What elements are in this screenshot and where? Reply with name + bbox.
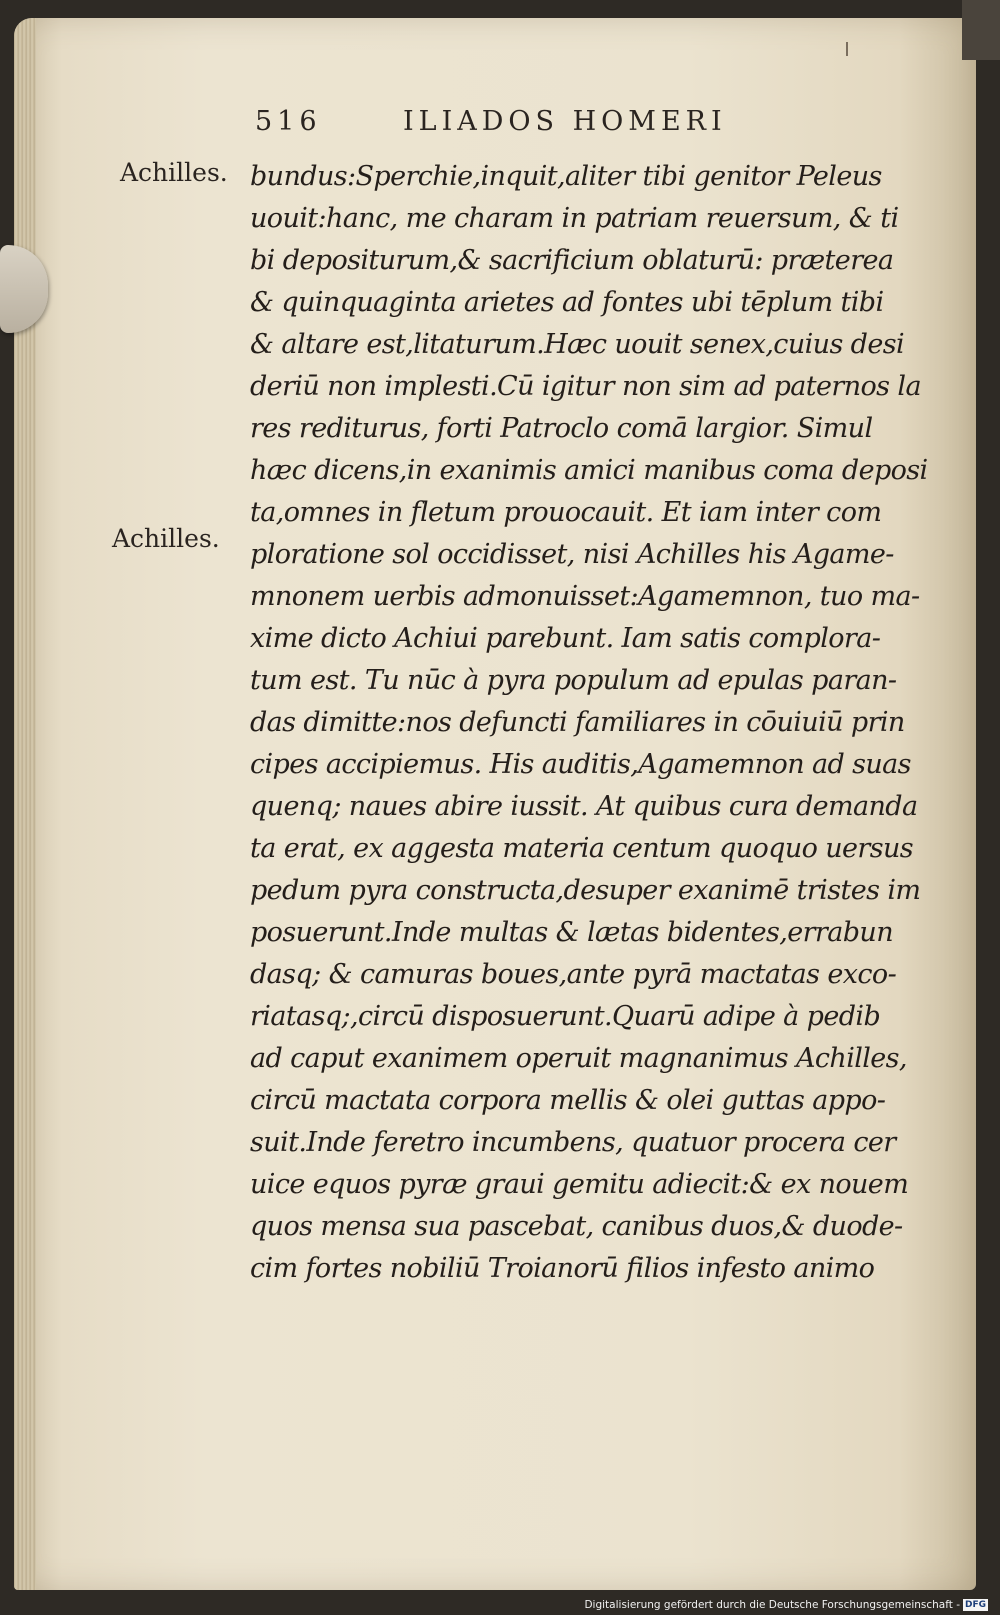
- margin-note: Achilles.: [112, 524, 220, 553]
- page-number: 516: [255, 106, 322, 137]
- text-line: bi depositurum,& sacrificium oblaturū: præterea: [250, 245, 894, 276]
- running-header: [255, 106, 855, 146]
- text-line: riatasq;,circū disposuerunt.Quarū adipe à pedib: [250, 1001, 881, 1032]
- text-line: ad caput exanimem operuit magnanimus Achilles,: [250, 1043, 907, 1074]
- text-line: mnonem uerbis admonuisset:Agamemnon, tuo ma-: [250, 581, 920, 612]
- text-line: uice equos pyræ graui gemitu adiecit:& ex nouem: [250, 1169, 909, 1200]
- text-line: ploratione sol occidisset, nisi Achilles his Agame-: [250, 539, 894, 570]
- running-title: ILIADOS HOMERI: [403, 106, 727, 137]
- text-line: & altare est,litaturum.Hæc uouit senex,cuius desi: [250, 329, 905, 360]
- text-line: quenq; naues abire iussit. At quibus cura demanda: [250, 791, 918, 822]
- text-line: & quinquaginta arietes ad fontes ubi tēplum tibi: [250, 287, 884, 318]
- body-text: [250, 156, 928, 1290]
- margin-note: Achilles.: [120, 158, 228, 187]
- text-line: uouit:hanc, me charam in patriam reuersum, & ti: [250, 203, 899, 234]
- text-line: xime dicto Achiui parebunt. Iam satis complora-: [250, 623, 881, 654]
- text-line: circū mactata corpora mellis & olei guttas appo-: [250, 1085, 886, 1116]
- text-line: tum est. Tu nūc à pyra populum ad epulas paran-: [250, 665, 897, 696]
- text-line: deriū non implesti.Cū igitur non sim ad paternos la: [250, 371, 921, 402]
- text-line: ta erat, ex aggesta materia centum quoquo uersus: [250, 833, 914, 864]
- text-line: bundus:Sperchie,inquit,aliter tibi genitor Peleus: [250, 161, 882, 192]
- text-line: cim fortes nobiliū Troianorū filios infesto animo: [250, 1253, 875, 1284]
- text-line: cipes accipiemus. His auditis,Agamemnon ad suas: [250, 749, 911, 780]
- page-mark: [846, 42, 848, 56]
- text-line: pedum pyra constructa,desuper exanimē tristes im: [250, 875, 921, 906]
- text-line: das dimitte:nos defuncti familiares in cōuiuiū prin: [250, 707, 905, 738]
- text-line: suit.Inde feretro incumbens, quatuor procera cer: [250, 1127, 896, 1158]
- text-line: quos mensa sua pascebat, canibus duos,& duode-: [250, 1211, 903, 1242]
- text-line: res rediturus, forti Patroclo comā largior. Simul: [250, 413, 873, 444]
- credit-text: Digitalisierung gefördert durch die Deutsche Forschungsgemeinschaft -: [584, 1599, 960, 1611]
- text-line: hæc dicens,in exanimis amici manibus coma deposi: [250, 455, 928, 486]
- text-line: ta,omnes in fletum prouocauit. Et iam inter com: [250, 497, 882, 528]
- dfg-logo-icon: DFG: [964, 1600, 986, 1610]
- text-line: posuerunt.Inde multas & lætas bidentes,errabun: [250, 917, 893, 948]
- scan-corner: [962, 0, 1000, 60]
- digitization-credit: [580, 1597, 992, 1613]
- text-line: dasq; & camuras boues,ante pyrā mactatas exco-: [250, 959, 897, 990]
